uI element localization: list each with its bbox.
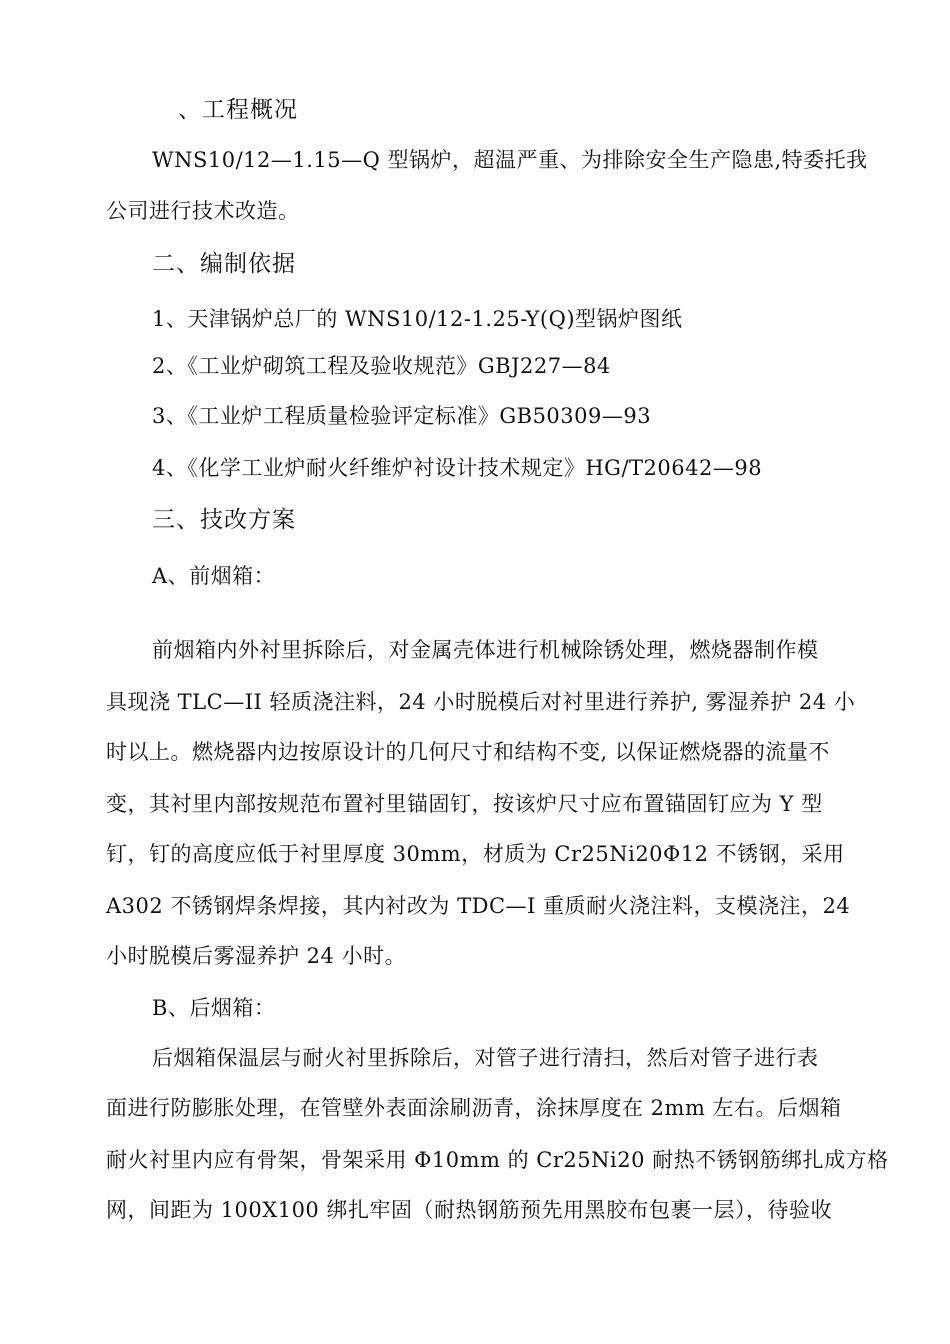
part-a-line-5: 钉，钉的高度应低于衬里厚度 30mm，材质为 Cr25Ni20Φ12 不锈钢，采用 [106, 842, 845, 866]
part-a-line-6: A302 不锈钢焊条焊接，其内衬改为 TDC—I 重质耐火浇注料，支模浇注，24 [106, 894, 851, 918]
part-a-line-3: 时以上。燃烧器内边按原设计的几何尺寸和结构不变, 以保证燃烧器的流量不 [106, 740, 830, 764]
section2-heading: 二、编制依据 [152, 251, 296, 277]
reference-item-3: 3、《工业炉工程质量检验评定标准》GB50309—93 [152, 404, 652, 428]
section1-line-2: 公司进行技术改造。 [106, 199, 300, 223]
reference-item-1: 1、天津锅炉总厂的 WNS10/12-1.25-Y(Q)型锅炉图纸 [152, 307, 683, 331]
section1-heading: 、工程概况 [178, 97, 298, 123]
reference-item-2: 2、《工业炉砌筑工程及验收规范》GBJ227—84 [152, 354, 611, 378]
part-a-line-1: 前烟箱内外衬里拆除后，对金属壳体进行机械除锈处理，燃烧器制作模 [152, 638, 819, 662]
part-a-line-2: 具现浇 TLC—II 轻质浇注料，24 小时脱模后对衬里进行养护, 雾湿养护 24 小 [106, 690, 856, 714]
part-b-line-2: 面进行防膨胀处理，在管壁外表面涂刷沥青，涂抹厚度在 2mm 左右。后烟箱 [106, 1096, 842, 1120]
part-b-line-1: 后烟箱保温层与耐火衬里拆除后，对管子进行清扫，然后对管子进行表 [152, 1046, 819, 1070]
part-a-line-4: 变，其衬里内部按规范布置衬里锚固钉，按该炉尺寸应布置锚固钉应为 Y 型 [106, 792, 823, 816]
part-a-title: A、前烟箱： [152, 564, 276, 588]
section3-heading: 三、技改方案 [152, 507, 296, 533]
part-b-line-4: 网，间距为 100X100 绑扎牢固（耐热钢筋预先用黑胶布包裹一层），待验收 [106, 1198, 832, 1222]
reference-item-4: 4、《化学工业炉耐火纤维炉衬设计技术规定》HG/T20642—98 [152, 456, 763, 480]
part-a-line-7: 小时脱模后雾湿养护 24 小时。 [106, 944, 407, 968]
section1-line-1: WNS10/12—1.15—Q 型锅炉，超温严重、为排除安全生产隐患,特委托我 [152, 148, 868, 172]
part-b-title: B、后烟箱： [152, 996, 276, 1020]
part-b-line-3: 耐火衬里内应有骨架，骨架采用 Φ10mm 的 Cr25Ni20 耐热不锈钢筋绑扎成方格 [106, 1148, 889, 1172]
